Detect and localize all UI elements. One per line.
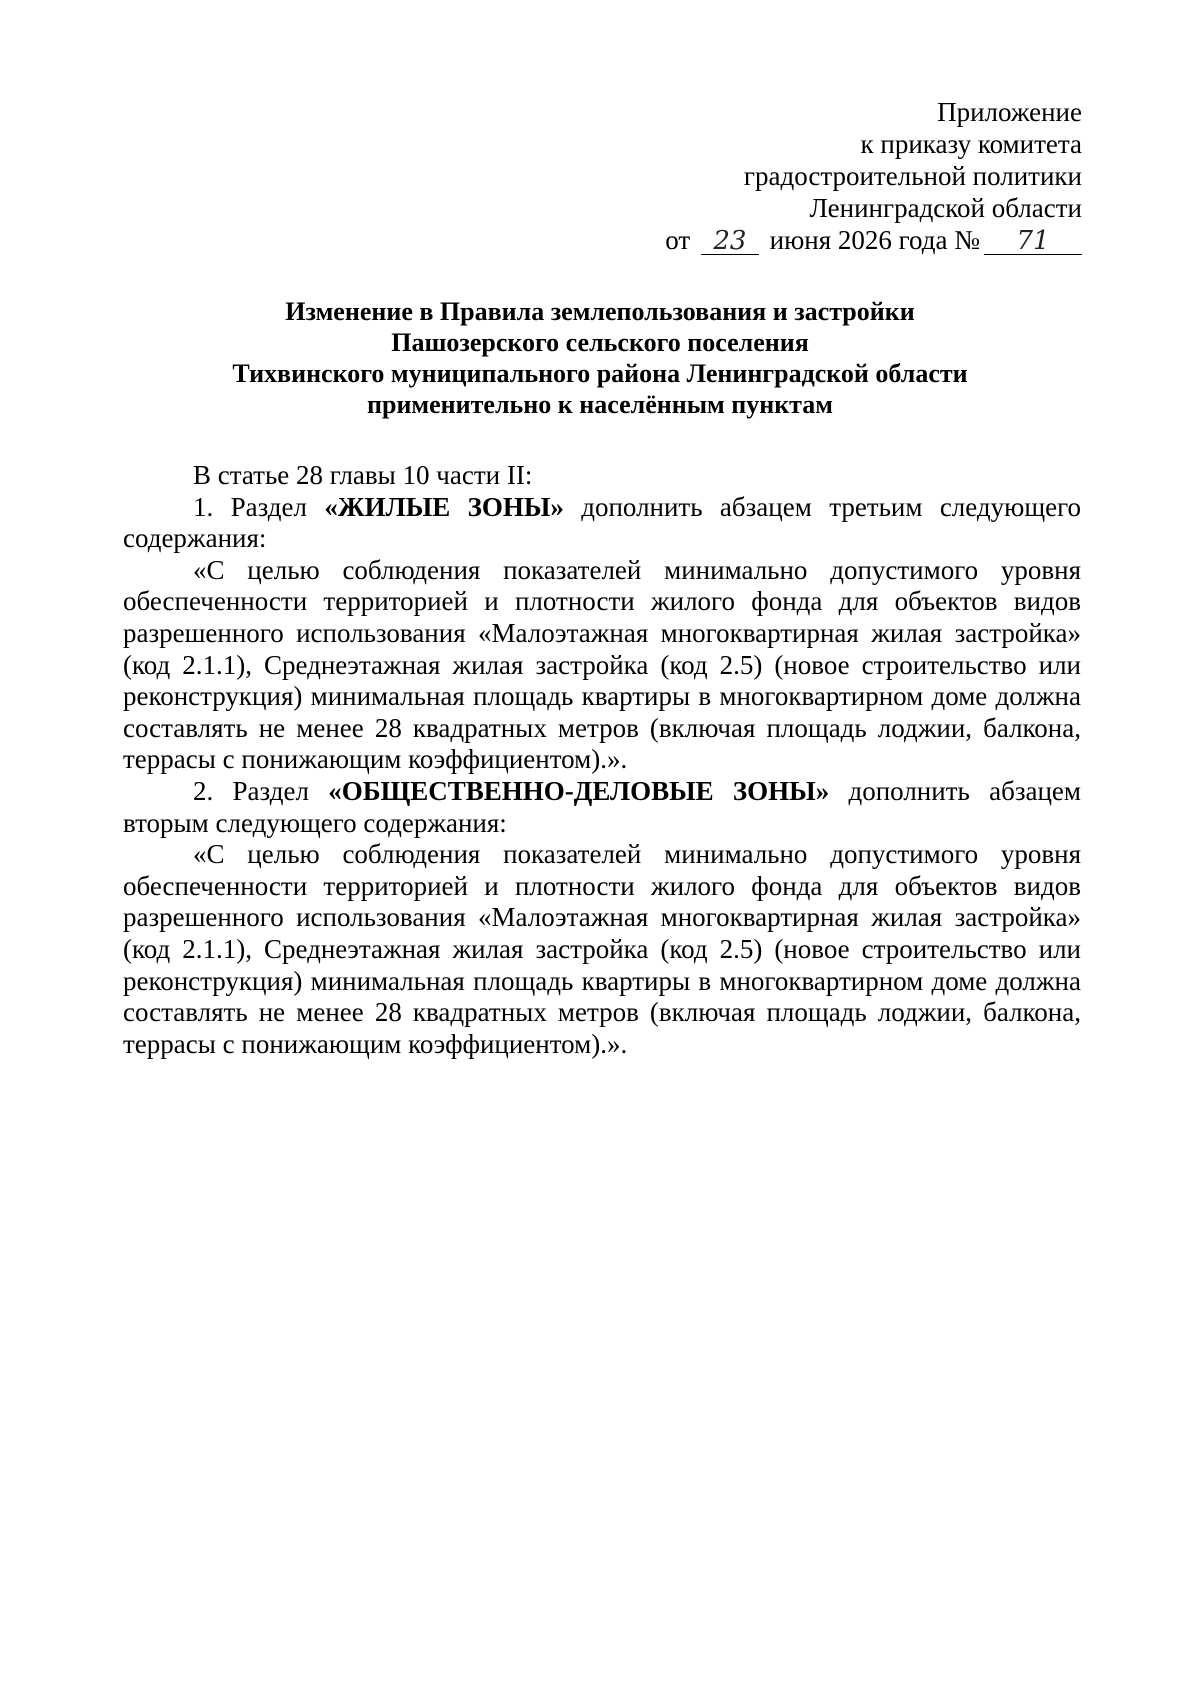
- title-line-3: Тихвинского муниципального района Ленинградской области: [232, 359, 968, 388]
- item-2-start: 2. Раздел: [193, 775, 329, 806]
- title-line-2: Пашозерского сельского поселения: [391, 328, 809, 357]
- item-1-quote: «С целью соблюдения показателей минимально допустимого уровня обеспеченности территорией и плотности жилого фонда для объектов видов разрешенного использования «Малоэтажная многоквартирная жилая застройка» (код 2.1.1), Среднеэтажная жилая застройка (код 2.5) (новое строительство или реконструкция) минимальная площадь квартиры в многоквартирном доме должна составлять не менее 28 квадратных метров (включая площадь лоджии, балкона, террасы с понижающим коэффициентом).».: [123, 554, 1081, 775]
- item-2-quote: «С целью соблюдения показателей минимально допустимого уровня обеспеченности территорией и плотности жилого фонда для объектов видов разрешенного использования «Малоэтажная многоквартирная жилая застройка» (код 2.1.1), Среднеэтажная жилая застройка (код 2.5) (новое строительство или реконструкция) минимальная площадь квартиры в многоквартирном доме должна составлять не менее 28 квадратных метров (включая площадь лоджии, балкона, террасы с понижающим коэффициентом).».: [123, 839, 1081, 1059]
- committee-name: градостроительной политики: [743, 161, 1082, 191]
- item-2-end: дополнить абзацем вторым следующего содержания:: [123, 775, 1081, 838]
- appendix-header: [665, 96, 1082, 256]
- item-1-zone-name: «ЖИЛЫЕ ЗОНЫ»: [324, 491, 564, 522]
- handwritten-day: 23: [701, 228, 759, 255]
- order-reference: к приказу комитета: [860, 129, 1082, 159]
- order-date-line: [665, 224, 1082, 256]
- item-1-paragraph: [123, 492, 1081, 555]
- date-prefix: от: [665, 225, 691, 255]
- title-line-4: применительно к населённым пунктам: [367, 390, 833, 419]
- document-title: [118, 296, 1082, 420]
- title-line-1: Изменение в Правила землепользования и застройки: [285, 297, 915, 326]
- document-body: [123, 460, 1081, 1060]
- item-1-end: дополнить абзацем третьим следующего содержания:: [123, 491, 1081, 554]
- date-middle: июня 2026 года №: [769, 225, 980, 255]
- handwritten-order-number: 71: [984, 228, 1082, 255]
- item-1-start: 1. Раздел: [193, 491, 325, 522]
- item-2-paragraph: [123, 776, 1081, 839]
- region-name: Ленинградской области: [809, 193, 1082, 223]
- item-2-zone-name: «ОБЩЕСТВЕННО-ДЕЛОВЫЕ ЗОНЫ»: [328, 775, 830, 806]
- intro-paragraph: В статье 28 главы 10 части II:: [193, 460, 533, 490]
- appendix-label: Приложение: [937, 97, 1082, 127]
